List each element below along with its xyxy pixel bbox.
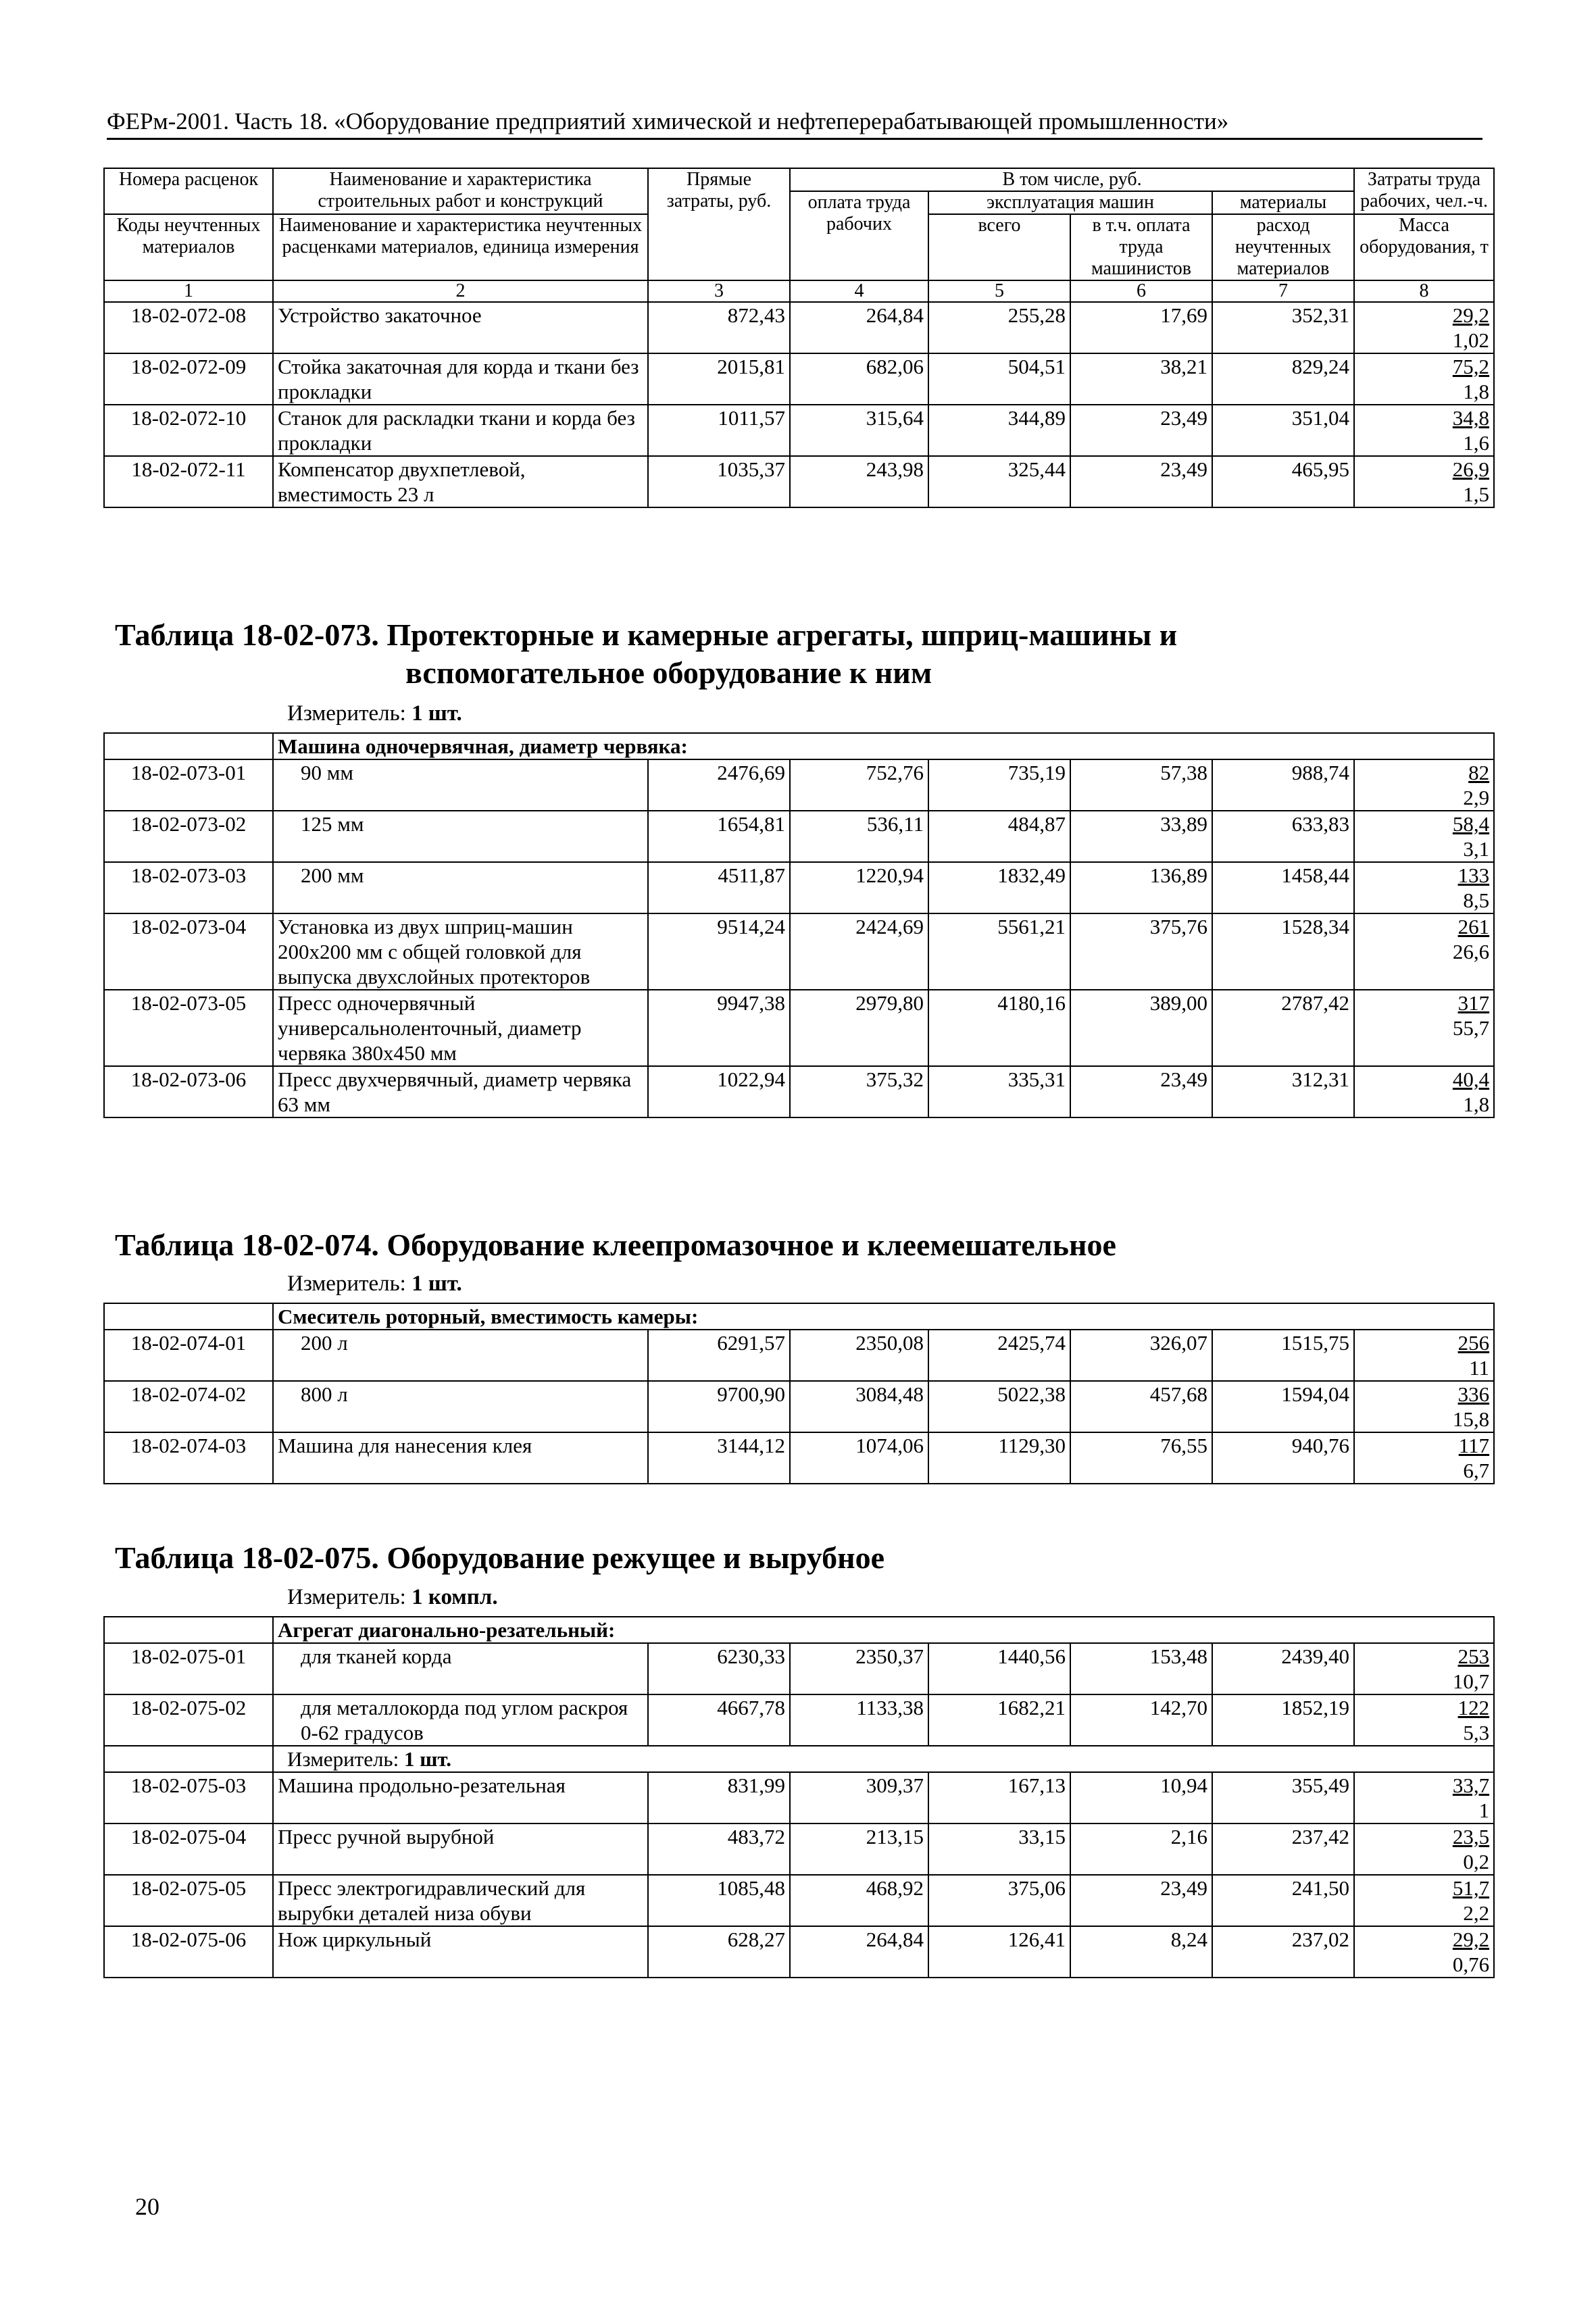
table-073: [103, 732, 1495, 1118]
hdr-col8-top: Затраты труда рабочих, чел.-ч.: [1354, 168, 1494, 214]
col-number: 2: [273, 280, 648, 302]
hdr-col4: оплата труда рабочих: [790, 191, 928, 280]
hdr-col1-top: Номера расценок: [104, 168, 273, 214]
direct-cost: 831,99: [648, 1772, 790, 1823]
direct-cost: 2015,81: [648, 353, 790, 405]
equipment-mass: 6,7: [1463, 1459, 1490, 1482]
machine-cost: 735,19: [928, 759, 1070, 811]
table-row: [104, 913, 1494, 990]
machine-cost: 1832,49: [928, 862, 1070, 913]
col-number: 1: [104, 280, 273, 302]
material-cost: 351,04: [1212, 405, 1354, 456]
direct-cost: 483,72: [648, 1823, 790, 1875]
equipment-mass: 0,2: [1463, 1850, 1490, 1873]
machinist-labor-cost: 17,69: [1070, 302, 1212, 353]
machine-cost: 4180,16: [928, 990, 1070, 1066]
material-cost: 1528,34: [1212, 913, 1354, 990]
direct-cost: 4511,87: [648, 862, 790, 913]
rate-name: Стойка закаточная для корда и ткани без прокладки: [273, 353, 648, 405]
labor-hours: 261: [1457, 915, 1490, 938]
labor-hours: 253: [1457, 1644, 1490, 1668]
machinist-labor-cost: 23,49: [1070, 1066, 1212, 1117]
hdr-col6: в т.ч. оплата труда машинистов: [1070, 214, 1212, 280]
labor-cost: 1220,94: [790, 862, 928, 913]
table-row: [104, 456, 1494, 507]
equipment-mass: 8,5: [1463, 888, 1490, 912]
hdr-col2-bottom: Наименование и характеристика неучтенных расценками материалов, единица измерения: [273, 214, 648, 280]
direct-cost: 1085,48: [648, 1875, 790, 1926]
col-number: 5: [928, 280, 1070, 302]
col-number: 7: [1212, 280, 1354, 302]
rate-name: 800 л: [273, 1381, 648, 1432]
table-row: [104, 1926, 1494, 1978]
rate-code: 18-02-075-01: [104, 1643, 273, 1694]
table-row: [104, 1643, 1494, 1694]
direct-cost: 6291,57: [648, 1330, 790, 1381]
direct-cost: 9514,24: [648, 913, 790, 990]
table-row: [104, 811, 1494, 862]
rate-code: 18-02-072-11: [104, 456, 273, 507]
material-cost: 1458,44: [1212, 862, 1354, 913]
table-row: [104, 759, 1494, 811]
machinist-labor-cost: 23,49: [1070, 1875, 1212, 1926]
rate-code: 18-02-075-03: [104, 1772, 273, 1823]
hdr-col7: расход неучтенных материалов: [1212, 214, 1354, 280]
col-number: 8: [1354, 280, 1494, 302]
rate-code: 18-02-073-01: [104, 759, 273, 811]
labor-cost: 2350,37: [790, 1643, 928, 1694]
direct-cost: 1022,94: [648, 1066, 790, 1117]
labor-hours-mass: [1354, 1432, 1494, 1484]
rate-code: 18-02-074-03: [104, 1432, 273, 1484]
labor-hours: 75,2: [1452, 355, 1490, 378]
table-073-meter: [287, 701, 462, 726]
direct-cost: 6230,33: [648, 1643, 790, 1694]
table-row: [104, 353, 1494, 405]
hdr-group-mat: материалы: [1212, 191, 1354, 214]
table-row: [104, 1330, 1494, 1381]
rate-name: для металлокорда под углом раскроя 0-62 градусов: [273, 1694, 648, 1746]
labor-hours-mass: [1354, 1066, 1494, 1117]
labor-cost: 2424,69: [790, 913, 928, 990]
labor-hours: 33,7: [1452, 1774, 1490, 1797]
machine-cost: 1129,30: [928, 1432, 1070, 1484]
direct-cost: 4667,78: [648, 1694, 790, 1746]
table-073-title: [115, 616, 1177, 692]
direct-cost: 9947,38: [648, 990, 790, 1066]
labor-hours-mass: [1354, 759, 1494, 811]
labor-cost: 2979,80: [790, 990, 928, 1066]
equipment-mass: 26,6: [1452, 940, 1490, 963]
hdr-col2-top: Наименование и характеристика строительных работ и конструкций: [273, 168, 648, 214]
rate-code: 18-02-073-06: [104, 1066, 273, 1117]
labor-hours: 26,9: [1452, 457, 1490, 481]
material-cost: 2439,40: [1212, 1643, 1354, 1694]
machine-cost: 33,15: [928, 1823, 1070, 1875]
rate-name: Машина для нанесения клея: [273, 1432, 648, 1484]
table-075-meter: [287, 1585, 498, 1610]
rate-code: 18-02-075-04: [104, 1823, 273, 1875]
material-cost: 237,42: [1212, 1823, 1354, 1875]
meter-value: 1 шт.: [403, 1747, 452, 1771]
rate-name: для тканей корда: [273, 1643, 648, 1694]
labor-hours: 51,7: [1452, 1876, 1490, 1900]
labor-cost: 309,37: [790, 1772, 928, 1823]
col-number: 4: [790, 280, 928, 302]
machinist-labor-cost: 23,49: [1070, 456, 1212, 507]
labor-hours: 29,2: [1452, 1928, 1490, 1951]
rate-name: Пресс двухчервячный, диаметр червяка 63 мм: [273, 1066, 648, 1117]
table-075: [103, 1616, 1495, 1978]
material-cost: 2787,42: [1212, 990, 1354, 1066]
machinist-labor-cost: 10,94: [1070, 1772, 1212, 1823]
equipment-mass: 10,7: [1452, 1669, 1490, 1693]
machinist-labor-cost: 57,38: [1070, 759, 1212, 811]
equipment-mass: 2,9: [1463, 786, 1490, 809]
machinist-labor-cost: 76,55: [1070, 1432, 1212, 1484]
labor-cost: 1133,38: [790, 1694, 928, 1746]
machinist-labor-cost: 33,89: [1070, 811, 1212, 862]
rate-code: 18-02-072-10: [104, 405, 273, 456]
machinist-labor-cost: 457,68: [1070, 1381, 1212, 1432]
labor-hours: 23,5: [1452, 1825, 1490, 1848]
equipment-mass: 1,8: [1463, 1092, 1490, 1116]
equipment-mass: 5,3: [1463, 1721, 1490, 1744]
table-074-title: Таблица 18-02-074. Оборудование клеепромазочное и клеемешательное: [115, 1228, 1116, 1262]
col-number: 6: [1070, 280, 1212, 302]
material-cost: 1852,19: [1212, 1694, 1354, 1746]
table-072: [103, 168, 1495, 508]
table-075-meter2: [273, 1746, 1494, 1772]
meter-value: 1 шт.: [412, 701, 462, 726]
machinist-labor-cost: 8,24: [1070, 1926, 1212, 1978]
labor-hours-mass: [1354, 1643, 1494, 1694]
direct-cost: 872,43: [648, 302, 790, 353]
equipment-mass: 55,7: [1452, 1016, 1490, 1040]
direct-cost: 9700,90: [648, 1381, 790, 1432]
material-cost: 1515,75: [1212, 1330, 1354, 1381]
machinist-labor-cost: 38,21: [1070, 353, 1212, 405]
material-cost: 241,50: [1212, 1875, 1354, 1926]
hdr-col1-bottom: Коды неучтенных материалов: [104, 214, 273, 280]
labor-hours: 29,2: [1452, 303, 1490, 327]
machine-cost: 255,28: [928, 302, 1070, 353]
machine-cost: 1682,21: [928, 1694, 1070, 1746]
labor-hours: 58,4: [1452, 812, 1490, 836]
machinist-labor-cost: 136,89: [1070, 862, 1212, 913]
meter-label: Измеритель:: [287, 1585, 406, 1609]
labor-hours: 34,8: [1452, 406, 1490, 430]
table-row: [104, 1432, 1494, 1484]
labor-hours: 133: [1457, 863, 1490, 887]
labor-hours-mass: [1354, 1694, 1494, 1746]
labor-hours-mass: [1354, 302, 1494, 353]
table-074-meter: [287, 1272, 462, 1297]
rate-name: Установка из двух шприц-машин 200x200 мм с общей головкой для выпуска двухслойных протекторов: [273, 913, 648, 990]
material-cost: 829,24: [1212, 353, 1354, 405]
labor-cost: 264,84: [790, 1926, 928, 1978]
table-row: [104, 302, 1494, 353]
rate-name: Пресс ручной вырубной: [273, 1823, 648, 1875]
labor-hours-mass: [1354, 1381, 1494, 1432]
labor-cost: 2350,08: [790, 1330, 928, 1381]
machine-cost: 5561,21: [928, 913, 1070, 990]
rate-name: Станок для раскладки ткани и корда без прокладки: [273, 405, 648, 456]
machinist-labor-cost: 153,48: [1070, 1643, 1212, 1694]
hdr-col8-bottom: Масса оборудования, т: [1354, 214, 1494, 280]
labor-hours-mass: [1354, 1823, 1494, 1875]
material-cost: 1594,04: [1212, 1381, 1354, 1432]
rate-code: 18-02-075-06: [104, 1926, 273, 1978]
table-073-title-line2: вспомогательное оборудование к ним: [405, 655, 932, 690]
equipment-mass: 1,5: [1463, 482, 1490, 506]
labor-cost: 243,98: [790, 456, 928, 507]
machinist-labor-cost: 2,16: [1070, 1823, 1212, 1875]
rate-code: 18-02-074-01: [104, 1330, 273, 1381]
labor-hours-mass: [1354, 353, 1494, 405]
labor-cost: 315,64: [790, 405, 928, 456]
labor-cost: 536,11: [790, 811, 928, 862]
rate-name: Компенсатор двухпетлевой, вместимость 23 л: [273, 456, 648, 507]
table-row: [104, 405, 1494, 456]
labor-hours-mass: [1354, 862, 1494, 913]
rate-code: 18-02-073-03: [104, 862, 273, 913]
labor-hours-mass: [1354, 405, 1494, 456]
equipment-mass: 15,8: [1452, 1407, 1490, 1431]
rate-code: 18-02-073-05: [104, 990, 273, 1066]
material-cost: 988,74: [1212, 759, 1354, 811]
hdr-col5: всего: [928, 214, 1070, 280]
labor-cost: 752,76: [790, 759, 928, 811]
table-row: [104, 1875, 1494, 1926]
table-075-title: Таблица 18-02-075. Оборудование режущее и вырубное: [115, 1540, 885, 1575]
table-074: [103, 1303, 1495, 1484]
equipment-mass: 1,02: [1452, 328, 1490, 352]
direct-cost: 3144,12: [648, 1432, 790, 1484]
labor-hours: 336: [1457, 1382, 1490, 1406]
table-row: [104, 1772, 1494, 1823]
labor-cost: 213,15: [790, 1823, 928, 1875]
labor-cost: 1074,06: [790, 1432, 928, 1484]
equipment-mass: 2,2: [1463, 1901, 1490, 1925]
machine-cost: 167,13: [928, 1772, 1070, 1823]
direct-cost: 2476,69: [648, 759, 790, 811]
rate-name: Машина продольно-резательная: [273, 1772, 648, 1823]
rate-code: 18-02-075-05: [104, 1875, 273, 1926]
hdr-group-mach: эксплуатация машин: [928, 191, 1212, 214]
labor-hours-mass: [1354, 1875, 1494, 1926]
machine-cost: 5022,38: [928, 1381, 1070, 1432]
meter-label: Измеритель:: [287, 701, 406, 726]
table-row: [104, 1694, 1494, 1746]
material-cost: 355,49: [1212, 1772, 1354, 1823]
rate-name: Пресс одночервячный универсальноленточный, диаметр червяка 380x450 мм: [273, 990, 648, 1066]
equipment-mass: 3,1: [1463, 837, 1490, 861]
rate-name: Нож циркульный: [273, 1926, 648, 1978]
machine-cost: 1440,56: [928, 1643, 1070, 1694]
machinist-labor-cost: 23,49: [1070, 405, 1212, 456]
labor-hours-mass: [1354, 456, 1494, 507]
equipment-mass: 0,76: [1452, 1953, 1490, 1976]
table-073-group: Машина одночервячная, диаметр червяка:: [273, 733, 1494, 759]
rate-code: 18-02-073-02: [104, 811, 273, 862]
machine-cost: 344,89: [928, 405, 1070, 456]
material-cost: 940,76: [1212, 1432, 1354, 1484]
direct-cost: 628,27: [648, 1926, 790, 1978]
material-cost: 633,83: [1212, 811, 1354, 862]
table-074-group: Смеситель роторный, вместимость камеры:: [273, 1303, 1494, 1330]
labor-hours: 317: [1457, 991, 1490, 1015]
meter-value: 1 шт.: [412, 1272, 462, 1296]
rate-name: Устройство закаточное: [273, 302, 648, 353]
table-row: [104, 862, 1494, 913]
labor-hours: 256: [1457, 1331, 1490, 1355]
equipment-mass: 1: [1478, 1799, 1490, 1822]
labor-hours: 82: [1468, 761, 1490, 784]
machine-cost: 2425,74: [928, 1330, 1070, 1381]
direct-cost: 1035,37: [648, 456, 790, 507]
labor-hours: 117: [1458, 1434, 1490, 1457]
rate-code: 18-02-074-02: [104, 1381, 273, 1432]
rate-name: Пресс электрогидравлический для вырубки деталей низа обуви: [273, 1875, 648, 1926]
page-header: ФЕРм-2001. Часть 18. «Оборудование предприятий химической и нефтеперерабатывающей промышленности»: [107, 108, 1482, 140]
page-number: 20: [135, 2193, 159, 2220]
table-073-title-line1: Таблица 18-02-073. Протекторные и камерные агрегаты, шприц-машины и: [115, 618, 1178, 652]
table-row: [104, 990, 1494, 1066]
rate-code: 18-02-072-09: [104, 353, 273, 405]
labor-cost: 468,92: [790, 1875, 928, 1926]
hdr-group-incl: В том числе, руб.: [790, 168, 1354, 191]
material-cost: 465,95: [1212, 456, 1354, 507]
rate-name: 125 мм: [273, 811, 648, 862]
machine-cost: 484,87: [928, 811, 1070, 862]
labor-hours: 40,4: [1452, 1067, 1490, 1091]
machinist-labor-cost: 389,00: [1070, 990, 1212, 1066]
machine-cost: 335,31: [928, 1066, 1070, 1117]
machinist-labor-cost: 375,76: [1070, 913, 1212, 990]
direct-cost: 1654,81: [648, 811, 790, 862]
machinist-labor-cost: 326,07: [1070, 1330, 1212, 1381]
rate-code: 18-02-073-04: [104, 913, 273, 990]
labor-hours-mass: [1354, 811, 1494, 862]
labor-cost: 682,06: [790, 353, 928, 405]
machine-cost: 504,51: [928, 353, 1070, 405]
rate-name: 200 мм: [273, 862, 648, 913]
machine-cost: 375,06: [928, 1875, 1070, 1926]
meter-value: 1 компл.: [412, 1585, 498, 1609]
machine-cost: 126,41: [928, 1926, 1070, 1978]
labor-cost: 264,84: [790, 302, 928, 353]
equipment-mass: 11: [1469, 1356, 1490, 1380]
rate-name: 200 л: [273, 1330, 648, 1381]
labor-hours-mass: [1354, 913, 1494, 990]
table-row: [104, 1066, 1494, 1117]
machinist-labor-cost: 142,70: [1070, 1694, 1212, 1746]
labor-hours: 122: [1457, 1696, 1490, 1719]
material-cost: 312,31: [1212, 1066, 1354, 1117]
table-075-group: Агрегат диагонально-резательный:: [273, 1617, 1494, 1643]
table-row: [104, 1381, 1494, 1432]
machine-cost: 325,44: [928, 456, 1070, 507]
equipment-mass: 1,6: [1463, 431, 1490, 455]
table-row: [104, 1823, 1494, 1875]
rate-name: 90 мм: [273, 759, 648, 811]
meter-label: Измеритель:: [287, 1747, 399, 1771]
meter-label: Измеритель:: [287, 1272, 406, 1296]
hdr-col3: Прямые затраты, руб.: [648, 168, 790, 280]
equipment-mass: 1,8: [1463, 380, 1490, 403]
rate-code: 18-02-072-08: [104, 302, 273, 353]
labor-hours-mass: [1354, 1926, 1494, 1978]
labor-cost: 3084,48: [790, 1381, 928, 1432]
rate-code: 18-02-075-02: [104, 1694, 273, 1746]
material-cost: 237,02: [1212, 1926, 1354, 1978]
labor-hours-mass: [1354, 1330, 1494, 1381]
direct-cost: 1011,57: [648, 405, 790, 456]
material-cost: 352,31: [1212, 302, 1354, 353]
labor-hours-mass: [1354, 990, 1494, 1066]
labor-hours-mass: [1354, 1772, 1494, 1823]
labor-cost: 375,32: [790, 1066, 928, 1117]
col-number: 3: [648, 280, 790, 302]
